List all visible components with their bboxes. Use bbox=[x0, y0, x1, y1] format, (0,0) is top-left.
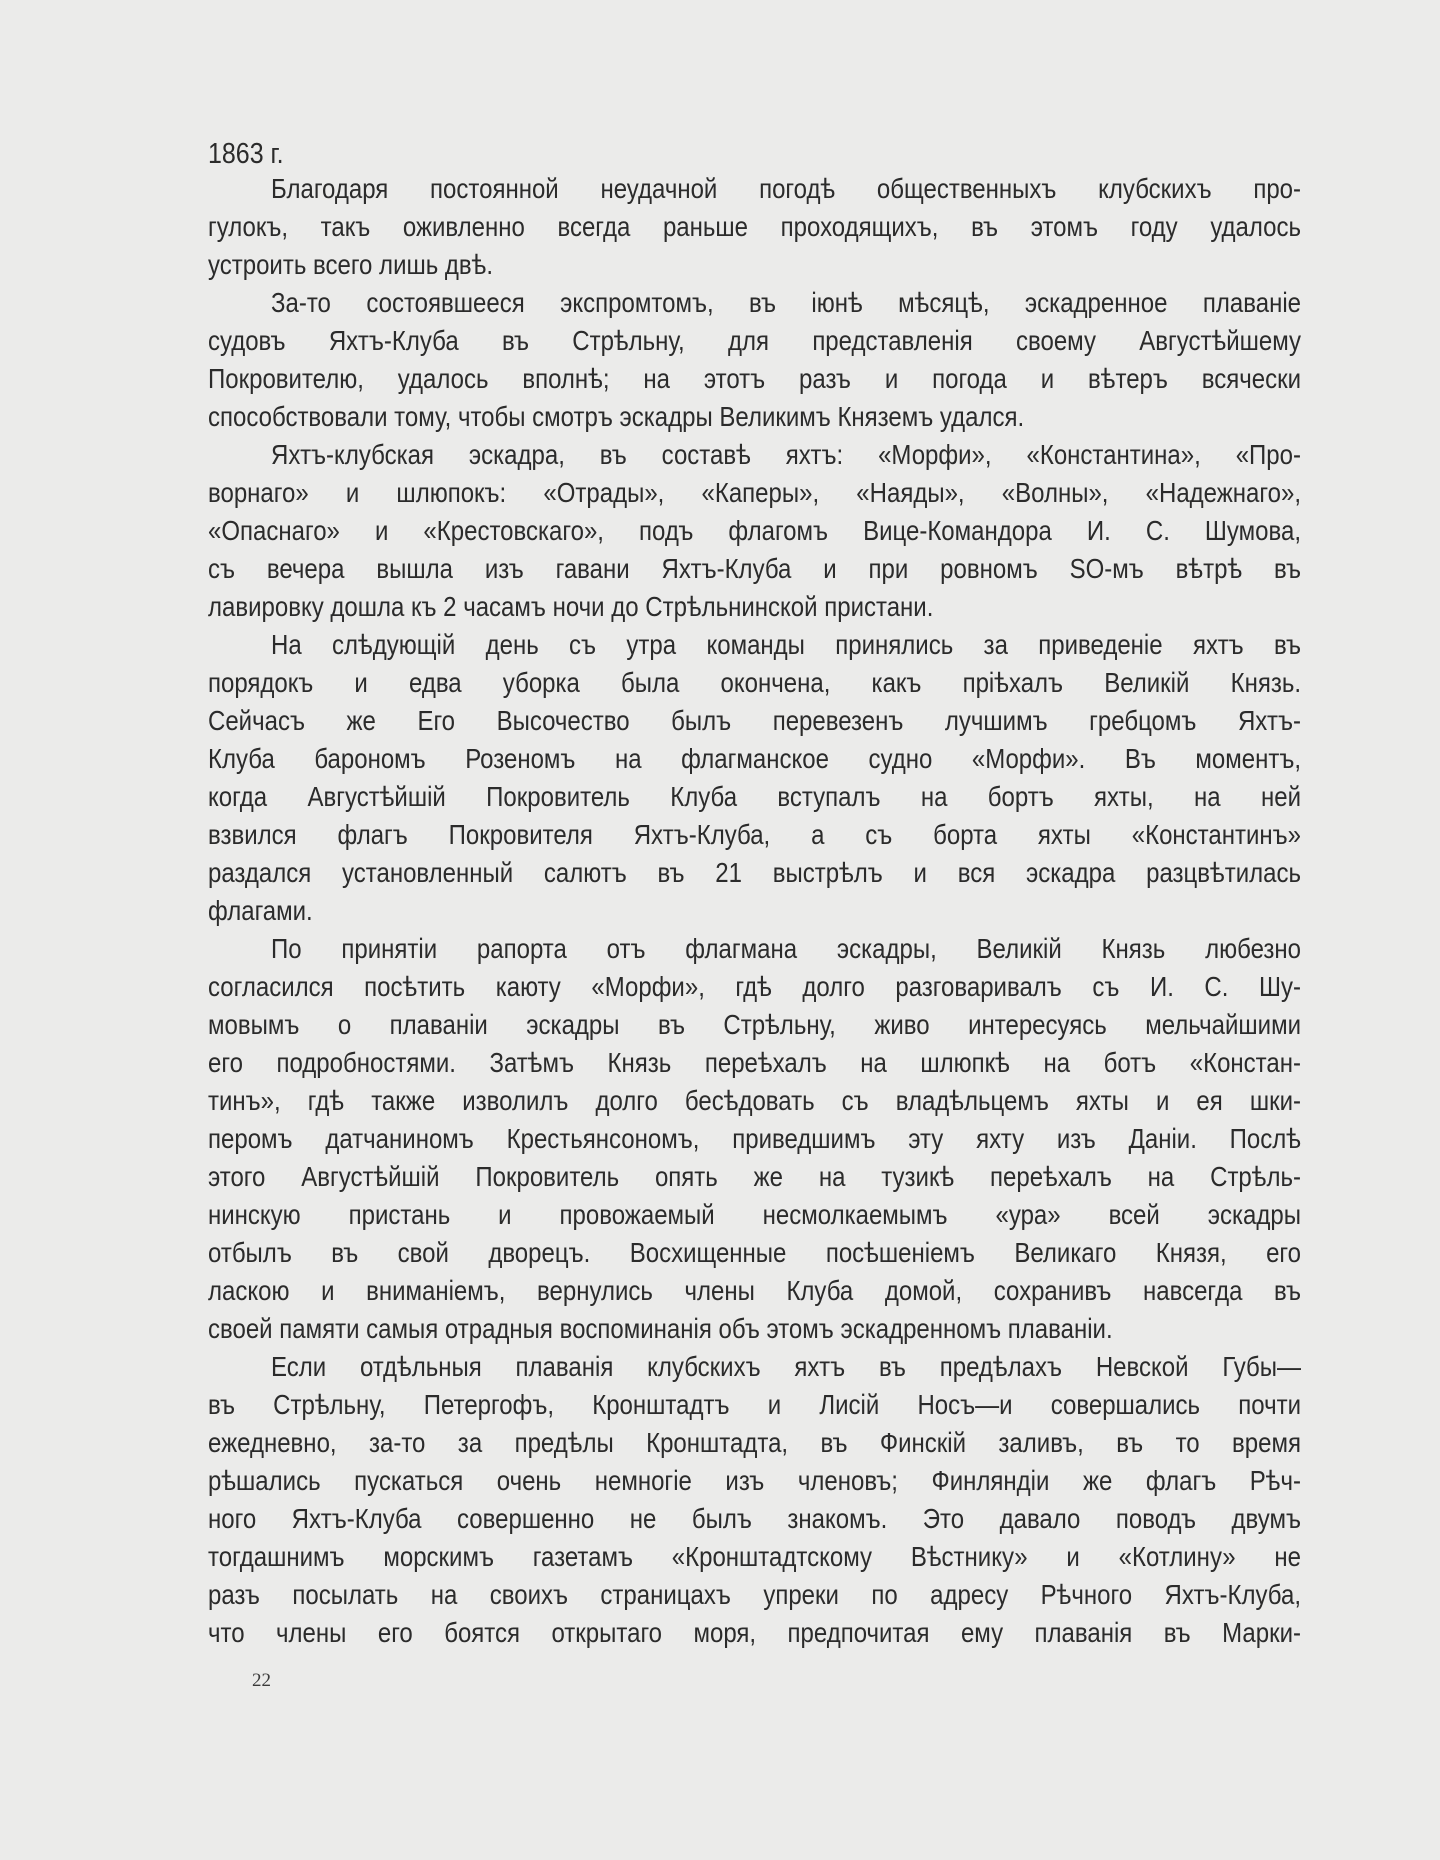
text-line: этого Августѣйшій Покровитель опять же на тузикѣ переѣхалъ на Стрѣль- bbox=[208, 1161, 1301, 1193]
page-number: 22 bbox=[252, 1670, 271, 1691]
text-line: съ вечера вышла изъ гавани Яхтъ-Клуба и при ровномъ SO-мъ вѣтрѣ въ bbox=[208, 553, 1301, 585]
text-line: отбылъ въ свой дворецъ. Восхищенные посѣшеніемъ Великаго Князя, его bbox=[208, 1237, 1301, 1269]
text-line: лавировку дошла къ 2 часамъ ночи до Стрѣльнинской пристани. bbox=[208, 591, 934, 623]
paragraph bbox=[208, 285, 1301, 437]
text-line: За-то состоявшееся экспромтомъ, въ іюнѣ мѣсяцѣ, эскадренное плаваніе bbox=[271, 287, 1301, 319]
text-line: Если отдѣльныя плаванія клубскихъ яхтъ въ предѣлахъ Невской Губы— bbox=[271, 1351, 1301, 1383]
text-line: Яхтъ-клубская эскадра, въ составѣ яхтъ: «Морфи», «Константина», «Про- bbox=[271, 439, 1301, 471]
paragraph bbox=[208, 627, 1301, 931]
text-line: тогдашнимъ морскимъ газетамъ «Кронштадтскому Вѣстнику» и «Котлину» не bbox=[208, 1541, 1301, 1573]
body-text bbox=[208, 171, 1301, 1653]
text-line: своей памяти самыя отрадныя воспоминанія объ этомъ эскадренномъ плаваніи. bbox=[208, 1313, 1113, 1345]
text-line: гулокъ, такъ оживленно всегда раньше проходящихъ, въ этомъ году удалось bbox=[208, 211, 1301, 243]
paragraph bbox=[208, 931, 1301, 1349]
text-line: «Опаснаго» и «Крестовскаго», подъ флагомъ Вице-Командора И. С. Шумова, bbox=[208, 515, 1301, 547]
text-line: когда Августѣйшій Покровитель Клуба вступалъ на бортъ яхты, на ней bbox=[208, 781, 1301, 813]
text-line: его подробностями. Затѣмъ Князь переѣхалъ на шлюпкѣ на ботъ «Констан- bbox=[208, 1047, 1301, 1079]
paragraph bbox=[208, 1349, 1301, 1653]
text-line: Покровителю, удалось вполнѣ; на этотъ разъ и погода и вѣтеръ всячески bbox=[208, 363, 1301, 395]
text-line: ворнаго» и шлюпокъ: «Отрады», «Каперы», «Наяды», «Волны», «Надежнаго», bbox=[208, 477, 1301, 509]
year-heading: 1863 г. bbox=[208, 137, 284, 171]
text-line: На слѣдующій день съ утра команды принялись за приведеніе яхтъ въ bbox=[271, 629, 1301, 661]
text-line: рѣшались пускаться очень немногіе изъ членовъ; Финляндіи же флагъ Рѣч- bbox=[208, 1465, 1301, 1497]
text-line: нинскую пристань и провожаемый несмолкаемымъ «ура» всей эскадры bbox=[208, 1199, 1301, 1231]
text-line: устроить всего лишь двѣ. bbox=[208, 249, 494, 281]
text-line: Клуба барономъ Розеномъ на флагманское судно «Морфи». Въ моментъ, bbox=[208, 743, 1301, 775]
text-line: флагами. bbox=[208, 895, 313, 927]
text-line: способствовали тому, чтобы смотръ эскадры Великимъ Княземъ удался. bbox=[208, 401, 1025, 433]
text-line: что члены его боятся открытаго моря, предпочитая ему плаванія въ Марки- bbox=[208, 1617, 1301, 1649]
paragraph bbox=[208, 437, 1301, 627]
text-line: судовъ Яхтъ-Клуба въ Стрѣльну, для представленія своему Августѣйшему bbox=[208, 325, 1301, 357]
text-line: ежедневно, за-то за предѣлы Кронштадта, въ Финскій заливъ, въ то время bbox=[208, 1427, 1301, 1459]
text-line: взвился флагъ Покровителя Яхтъ-Клуба, а съ борта яхты «Константинъ» bbox=[208, 819, 1301, 851]
text-line: ного Яхтъ-Клуба совершенно не былъ знакомъ. Это давало поводъ двумъ bbox=[208, 1503, 1301, 1535]
text-line: согласился посѣтить каюту «Морфи», гдѣ долго разговаривалъ съ И. С. Шу- bbox=[208, 971, 1301, 1003]
text-line: тинъ», гдѣ также изволилъ долго бесѣдовать съ владѣльцемъ яхты и ея шки- bbox=[208, 1085, 1301, 1117]
text-line: порядокъ и едва уборка была окончена, какъ пріѣхалъ Великій Князь. bbox=[208, 667, 1301, 699]
text-line: перомъ датчаниномъ Крестьянсономъ, приведшимъ эту яхту изъ Даніи. Послѣ bbox=[208, 1123, 1301, 1155]
text-line: Благодаря постоянной неудачной погодѣ общественныхъ клубскихъ про- bbox=[271, 173, 1301, 205]
text-line: ласкою и вниманіемъ, вернулись члены Клуба домой, сохранивъ навсегда въ bbox=[208, 1275, 1301, 1307]
text-line: въ Стрѣльну, Петергофъ, Кронштадтъ и Лисій Носъ—и совершались почти bbox=[208, 1389, 1301, 1421]
paragraph bbox=[208, 171, 1301, 285]
text-line: По принятіи рапорта отъ флагмана эскадры, Великій Князь любезно bbox=[271, 933, 1301, 965]
text-line: Сейчасъ же Его Высочество былъ перевезенъ лучшимъ гребцомъ Яхтъ- bbox=[208, 705, 1301, 737]
text-line: раздался установленный салютъ въ 21 выстрѣлъ и вся эскадра разцвѣтилась bbox=[208, 857, 1301, 889]
text-line: мовымъ о плаваніи эскадры въ Стрѣльну, живо интересуясь мельчайшими bbox=[208, 1009, 1301, 1041]
text-line: разъ посылать на своихъ страницахъ упреки по адресу Рѣчного Яхтъ-Клуба, bbox=[208, 1579, 1301, 1611]
